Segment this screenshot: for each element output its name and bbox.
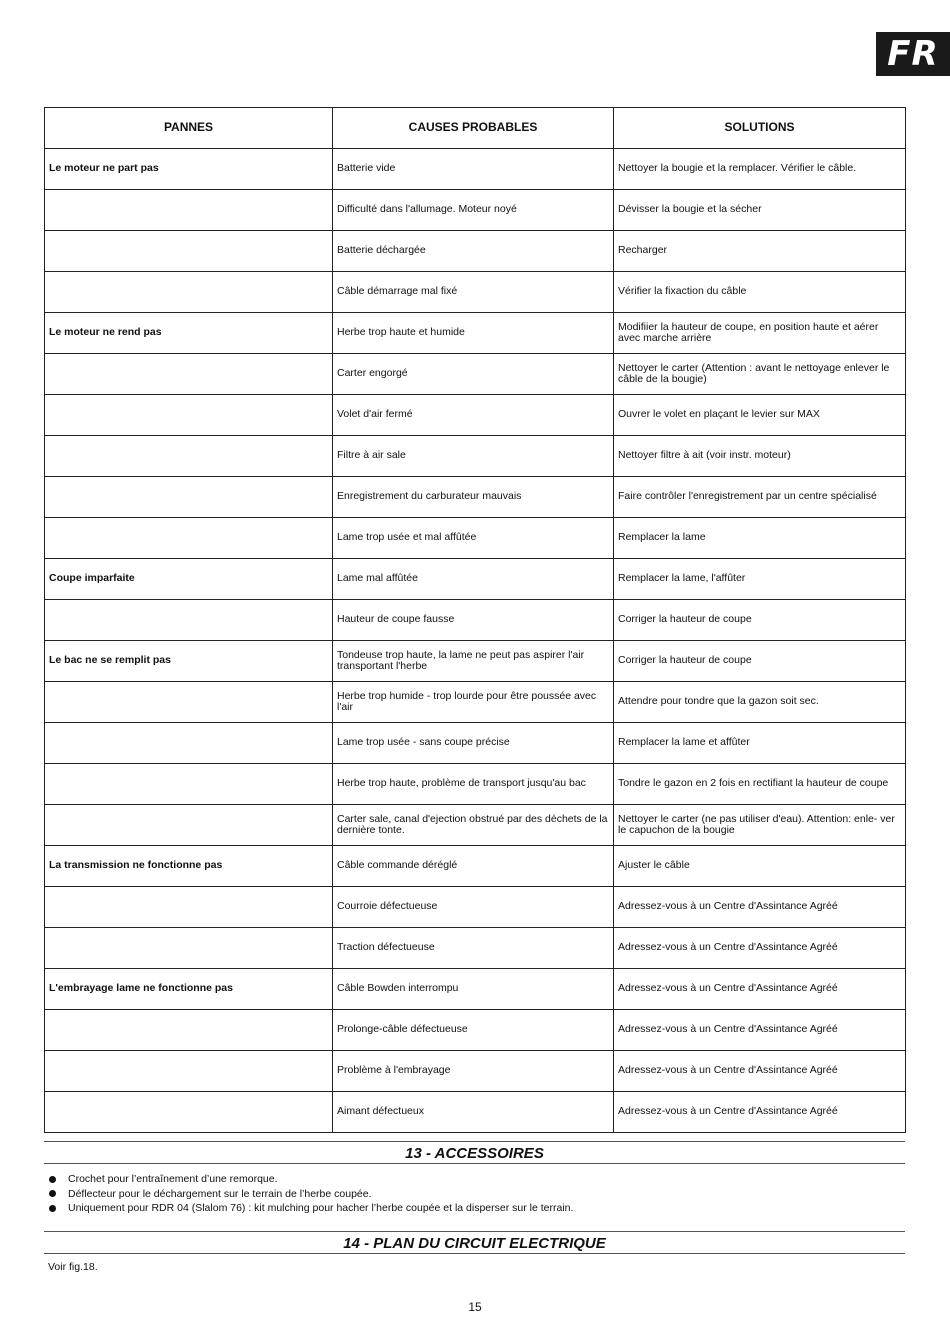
cause-cell: Traction défectueuse [333, 928, 614, 969]
panne-cell [45, 518, 333, 559]
cause-cell: Volet d'air fermé [333, 395, 614, 436]
accessories-title: 13 - ACCESSOIRES [405, 1145, 544, 1162]
cause-cell: Lame trop usée - sans coupe précise [333, 723, 614, 764]
cause-cell: Herbe trop haute et humide [333, 313, 614, 354]
cause-cell: Batterie déchargée [333, 231, 614, 272]
panne-cell [45, 395, 333, 436]
panne-cell [45, 1051, 333, 1092]
table-row [45, 354, 906, 395]
panne-cell: Le bac ne se remplit pas [45, 641, 333, 682]
cause-cell: Enregistrement du carburateur mauvais [333, 477, 614, 518]
table-row [45, 1092, 906, 1133]
section-divider [44, 1253, 905, 1254]
cause-cell: Lame trop usée et mal affûtée [333, 518, 614, 559]
solution-cell: Modifiier la hauteur de coupe, en position haute et aérer avec marche arrière [614, 313, 906, 354]
table-row [45, 641, 906, 682]
solution-cell: Ajuster le câble [614, 846, 906, 887]
cause-cell: Lame mal affûtée [333, 559, 614, 600]
solution-cell: Remplacer la lame [614, 518, 906, 559]
panne-cell [45, 600, 333, 641]
language-badge: FR [876, 32, 950, 76]
cause-cell: Filtre à air sale [333, 436, 614, 477]
bullet-icon [49, 1205, 56, 1212]
solution-cell: Adressez-vous à un Centre d'Assintance Agréé [614, 1010, 906, 1051]
list-item [44, 1187, 573, 1202]
table-row [45, 928, 906, 969]
solution-cell: Nettoyer filtre à ait (voir instr. moteur) [614, 436, 906, 477]
cause-cell: Câble Bowden interrompu [333, 969, 614, 1010]
solution-cell: Nettoyer le carter (Attention : avant le nettoyage enlever le câble de la bougie) [614, 354, 906, 395]
panne-cell [45, 682, 333, 723]
cause-cell: Prolonge-câble défectueuse [333, 1010, 614, 1051]
panne-cell [45, 723, 333, 764]
table-row [45, 682, 906, 723]
header-pannes: PANNES [45, 108, 333, 149]
table-row [45, 313, 906, 354]
table-row [45, 272, 906, 313]
table-header-row [45, 108, 906, 149]
table-row [45, 600, 906, 641]
solution-cell: Vérifier la fixaction du câble [614, 272, 906, 313]
table-row [45, 231, 906, 272]
table-row [45, 1010, 906, 1051]
panne-cell: L'embrayage lame ne fonctionne pas [45, 969, 333, 1010]
cause-cell: Carter engorgé [333, 354, 614, 395]
circuit-title: 14 - PLAN DU CIRCUIT ELECTRIQUE [343, 1235, 606, 1252]
accessory-text: Crochet pour l’entraînement d’une remorque. [68, 1173, 278, 1185]
table-row [45, 559, 906, 600]
accessories-list [44, 1172, 573, 1216]
solution-cell: Nettoyer le carter (ne pas utiliser d'eau). Attention: enle- ver le capuchon de la bougie [614, 805, 906, 846]
table-row [45, 969, 906, 1010]
solution-cell: Remplacer la lame, l'affûter [614, 559, 906, 600]
accessory-text: Uniquement pour RDR 04 (Slalom 76) : kit mulching pour hacher l’herbe coupée et la disperser sur le terrain. [68, 1202, 574, 1214]
solution-cell: Adressez-vous à un Centre d'Assintance Agréé [614, 969, 906, 1010]
table-row [45, 723, 906, 764]
section-divider [44, 1231, 905, 1232]
solution-cell: Adressez-vous à un Centre d'Assintance Agréé [614, 928, 906, 969]
table-row [45, 518, 906, 559]
page-number: 15 [468, 1300, 482, 1314]
cause-cell: Aimant défectueux [333, 1092, 614, 1133]
cause-cell: Herbe trop humide - trop lourde pour être poussée avec l'air [333, 682, 614, 723]
solution-cell: Adressez-vous à un Centre d'Assintance Agréé [614, 1051, 906, 1092]
panne-cell [45, 477, 333, 518]
cause-cell: Câble commande déréglé [333, 846, 614, 887]
solution-cell: Attendre pour tondre que la gazon soit sec. [614, 682, 906, 723]
solution-cell: Corriger la hauteur de coupe [614, 600, 906, 641]
solution-cell: Tondre le gazon en 2 fois en rectifiant la hauteur de coupe [614, 764, 906, 805]
table-row [45, 149, 906, 190]
panne-cell: Le moteur ne rend pas [45, 313, 333, 354]
table-row [45, 846, 906, 887]
header-solutions: SOLUTIONS [614, 108, 906, 149]
cause-cell: Batterie vide [333, 149, 614, 190]
solution-cell: Faire contrôler l'enregistrement par un centre spécialisé [614, 477, 906, 518]
solution-cell: Recharger [614, 231, 906, 272]
solution-cell: Corriger la hauteur de coupe [614, 641, 906, 682]
cause-cell: Carter sale, canal d'ejection obstrué par des déchets de la dernière tonte. [333, 805, 614, 846]
panne-cell [45, 928, 333, 969]
cause-cell: Hauteur de coupe fausse [333, 600, 614, 641]
section-divider [44, 1141, 905, 1142]
panne-cell [45, 1092, 333, 1133]
section-divider [44, 1163, 905, 1164]
solution-cell: Nettoyer la bougie et la remplacer. Vérifier le câble. [614, 149, 906, 190]
bullet-icon [49, 1176, 56, 1183]
list-item [44, 1201, 573, 1216]
panne-cell: Le moteur ne part pas [45, 149, 333, 190]
cause-cell: Courroie défectueuse [333, 887, 614, 928]
table-body [45, 149, 906, 1133]
table-row [45, 190, 906, 231]
panne-cell [45, 231, 333, 272]
panne-cell [45, 190, 333, 231]
list-item [44, 1172, 573, 1187]
solution-cell: Adressez-vous à un Centre d'Assintance Agréé [614, 1092, 906, 1133]
bullet-icon [49, 1190, 56, 1197]
panne-cell: La transmission ne fonctionne pas [45, 846, 333, 887]
solution-cell: Dévisser la bougie et la sécher [614, 190, 906, 231]
cause-cell: Problème à l'embrayage [333, 1051, 614, 1092]
cause-cell: Câble démarrage mal fixé [333, 272, 614, 313]
cause-cell: Difficulté dans l'allumage. Moteur noyé [333, 190, 614, 231]
table-row [45, 436, 906, 477]
panne-cell [45, 887, 333, 928]
solution-cell: Remplacer la lame et affûter [614, 723, 906, 764]
table-row [45, 764, 906, 805]
panne-cell [45, 764, 333, 805]
panne-cell [45, 354, 333, 395]
cause-cell: Herbe trop haute, problème de transport jusqu'au bac [333, 764, 614, 805]
circuit-note: Voir fig.18. [48, 1261, 98, 1273]
troubleshooting-table [44, 107, 906, 1133]
table-row [45, 887, 906, 928]
panne-cell [45, 272, 333, 313]
panne-cell [45, 436, 333, 477]
table-row [45, 805, 906, 846]
panne-cell [45, 1010, 333, 1051]
header-causes: CAUSES PROBABLES [333, 108, 614, 149]
table-row [45, 395, 906, 436]
panne-cell: Coupe imparfaite [45, 559, 333, 600]
cause-cell: Tondeuse trop haute, la lame ne peut pas aspirer l'air transportant l'herbe [333, 641, 614, 682]
panne-cell [45, 805, 333, 846]
table-row [45, 477, 906, 518]
accessory-text: Déflecteur pour le déchargement sur le terrain de l’herbe coupée. [68, 1187, 372, 1200]
solution-cell: Ouvrer le volet en plaçant le levier sur MAX [614, 395, 906, 436]
table-row [45, 1051, 906, 1092]
solution-cell: Adressez-vous à un Centre d'Assintance Agréé [614, 887, 906, 928]
